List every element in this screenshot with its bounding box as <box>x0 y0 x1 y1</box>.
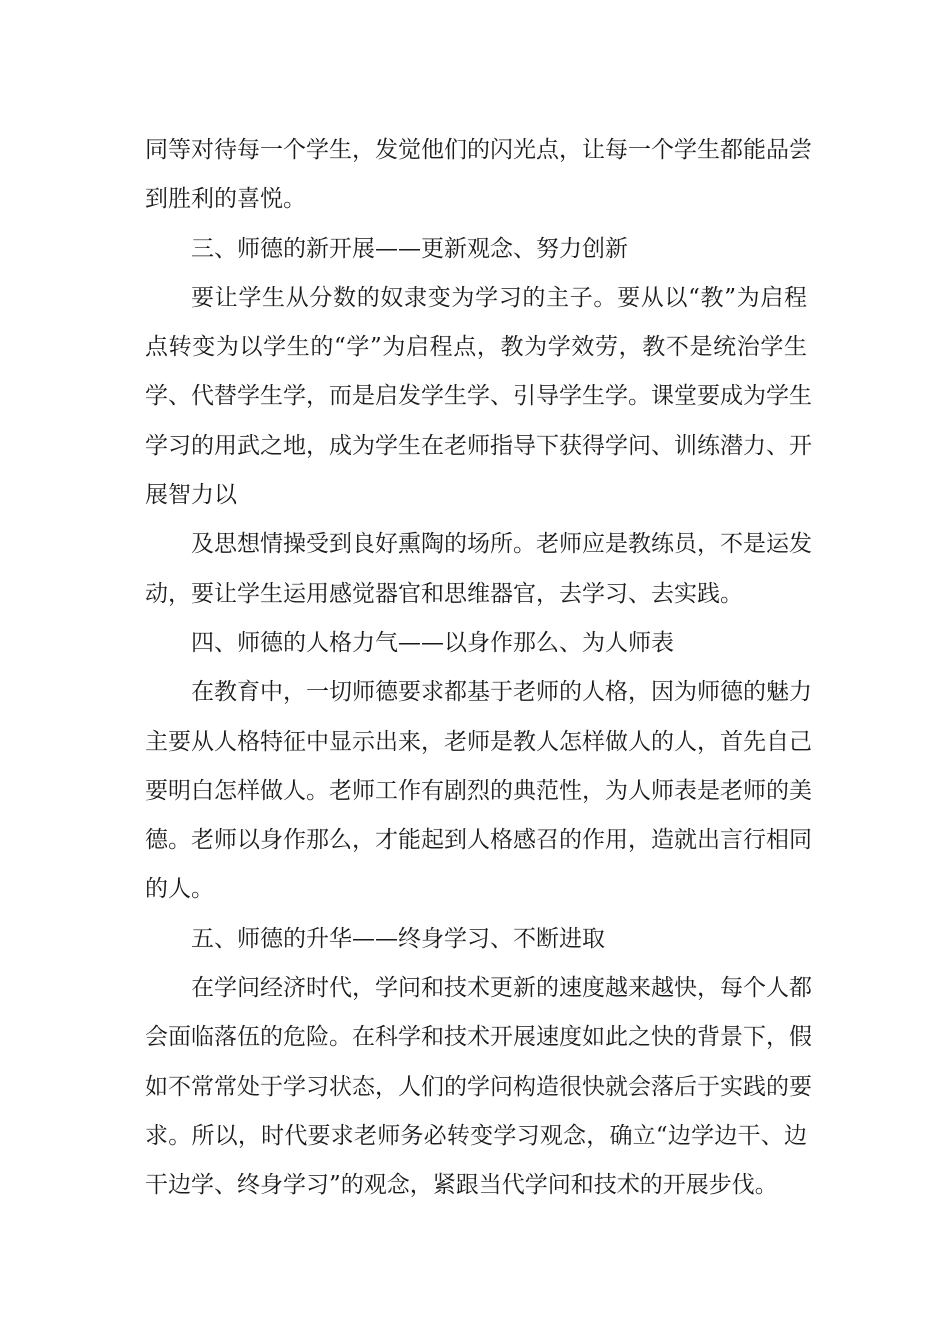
text-line: 干边学、终身学习”的观念，紧跟当代学问和技术的开展步伐。 <box>145 1172 778 1199</box>
section-heading-3 <box>145 225 807 274</box>
text-line: 学习的用武之地，成为学生在老师指导下获得学问、训练潜力、开 <box>145 432 812 459</box>
text-line: 展智力以 <box>145 482 237 509</box>
text-line: 要明白怎样做人。老师工作有剧烈的典范性，为人师表是老师的美 <box>145 777 812 804</box>
section-heading-5 <box>145 915 807 964</box>
paragraph-coach <box>145 520 812 619</box>
heading-line: 三、师德的新开展——更新观念、努力创新 <box>191 235 628 262</box>
text-line: 主要从人格特征中显示出来，老师是教人怎样做人的人，首先自己 <box>145 728 812 755</box>
text-line: 到胜利的喜悦。 <box>145 186 306 213</box>
section-heading-4 <box>145 619 807 668</box>
text-line: 及思想情操受到良好熏陶的场所。老师应是教练员，不是运发 <box>191 531 812 558</box>
text-line: 同等对待每一个学生，发觉他们的闪光点，让每一个学生都能品尝 <box>145 137 812 163</box>
paragraph-lifelong-learning <box>145 964 812 1210</box>
text-line: 求。所以，时代要求老师务必转变学习观念，确立“边学边干、边 <box>145 1122 807 1149</box>
heading-line: 四、师德的人格力气——以身作那么、为人师表 <box>191 629 674 656</box>
text-line: 在教育中，一切师德要求都基于老师的人格，因为师德的魅力 <box>191 679 812 706</box>
text-line: 要让学生从分数的奴隶变为学习的主子。要从以“教”为启程 <box>191 284 807 311</box>
text-line: 在学问经济时代，学问和技术更新的速度越来越快，每个人都 <box>191 975 812 1002</box>
text-line: 学、代替学生学，而是启发学生学、引导学生学。课堂要成为学生 <box>145 383 812 410</box>
paragraph-student-master <box>145 274 812 520</box>
text-line: 会面临落伍的危险。在科学和技术开展速度如此之快的背景下，假 <box>145 1024 812 1051</box>
text-line: 德。老师以身作那么，才能起到人格感召的作用，造就出言行相同 <box>145 827 812 854</box>
paragraph-fairness <box>145 126 812 225</box>
heading-line: 五、师德的升华——终身学习、不断进取 <box>191 925 605 952</box>
document-body <box>145 126 812 1211</box>
text-line: 动，要让学生运用感觉器官和思维器官，去学习、去实践。 <box>145 580 743 607</box>
text-line: 点转变为以学生的“学”为启程点，教为学效劳，教不是统治学生 <box>145 334 807 361</box>
paragraph-personality <box>145 668 812 914</box>
text-line: 如不常常处于学习状态，人们的学问构造很快就会落后于实践的要 <box>145 1073 812 1100</box>
text-line: 的人。 <box>145 876 214 903</box>
